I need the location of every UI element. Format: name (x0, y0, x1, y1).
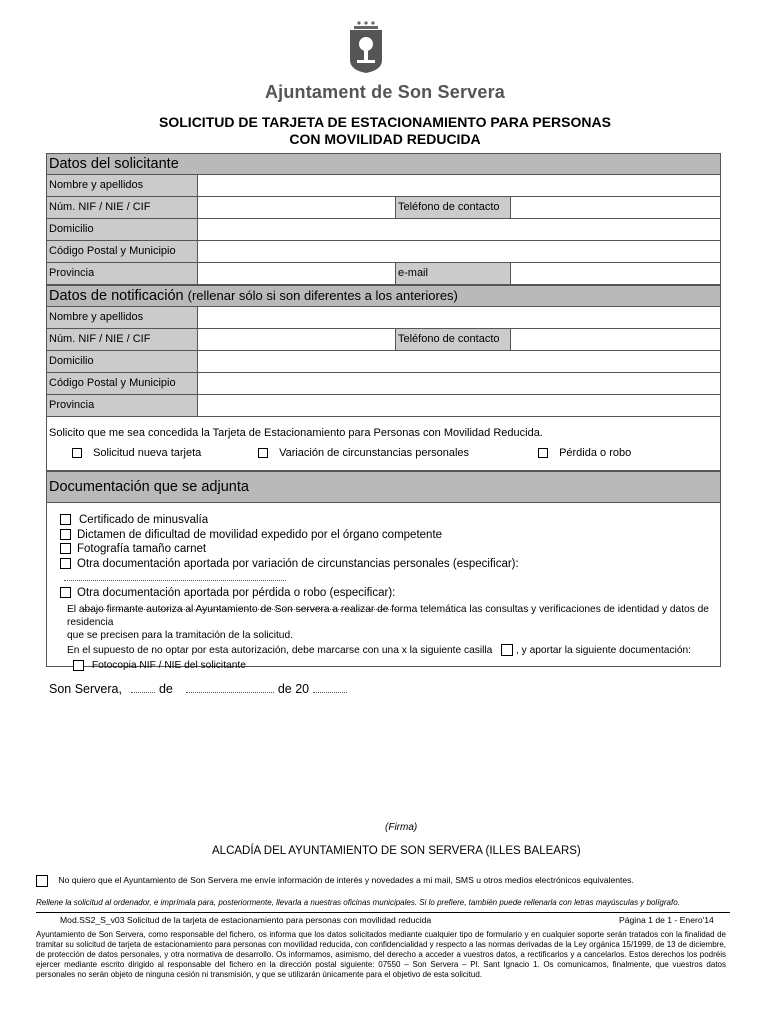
applicant-email-input[interactable] (512, 263, 720, 284)
applicant-province-row (46, 263, 721, 285)
notif-phone-input[interactable] (512, 329, 720, 350)
applicant-province-label: Provincia (47, 263, 198, 284)
signature-label: (Firma) (385, 822, 418, 833)
title-line-2: CON MOVILIDAD REDUCIDA (289, 131, 481, 147)
applicant-address-input[interactable] (198, 219, 720, 240)
notif-nif-row (46, 329, 721, 351)
instructions-text: Rellene la solicitud al ordenador, e imprímala para, posteriormente, llevarla a nuestras oficinas municipales. Si lo prefiere, también puede rellenarla con letras mayúsculas y bolígrafo. (36, 898, 680, 907)
notif-nif-input[interactable] (198, 329, 395, 350)
checkbox-loss[interactable] (538, 448, 548, 458)
page-title (100, 114, 670, 148)
footer-divider (36, 912, 730, 913)
doc-item-1[interactable]: Certificado de minusvalía (60, 513, 720, 528)
section-applicant-title: Datos del solicitante (49, 156, 179, 172)
date-place: Son Servera, (49, 682, 122, 696)
optout-text: No quiero que el Ayuntamiento de Son Servera me envíe información de interés y novedades a mi mail, SMS u otros medios electrónicos equivalentes. (58, 875, 634, 886)
date-de-2: de 20 (277, 682, 310, 696)
authorization-line-3: En el supuesto de no optar por esta autorización, debe marcarse con una x la siguiente casilla , y aportar la siguiente documentación: (67, 645, 691, 656)
notif-name-row (46, 307, 721, 329)
authorization-text (67, 603, 717, 672)
option-loss[interactable] (538, 447, 631, 459)
checkbox-variation[interactable] (258, 448, 268, 458)
request-box (46, 417, 721, 471)
doc-item-3[interactable]: Fotografía tamaño carnet (60, 542, 720, 557)
section-applicant-header (46, 153, 721, 175)
section-notification-title: Datos de notificación (49, 288, 184, 304)
checkbox-optout[interactable] (36, 875, 48, 887)
date-year-field[interactable] (313, 692, 347, 693)
optout-row (36, 875, 736, 887)
applicant-nif-row (46, 197, 721, 219)
applicant-email-label: e-mail (395, 263, 511, 284)
doc-item-5[interactable]: Otra documentación aportada por pérdida o robo (especificar): (60, 586, 720, 615)
applicant-postal-label: Código Postal y Municipio (47, 241, 198, 262)
notif-nif-label: Núm. NIF / NIE / CIF (47, 329, 198, 350)
checkbox-new-card[interactable] (72, 448, 82, 458)
applicant-nif-input[interactable] (198, 197, 395, 218)
docs-list (60, 513, 720, 615)
applicant-name-input[interactable] (198, 175, 720, 196)
applicant-address-row (46, 219, 721, 241)
notif-address-row (46, 351, 721, 373)
notif-province-input[interactable] (198, 395, 720, 416)
doc-item-4[interactable]: Otra documentación aportada por variación de circunstancias personales (especificar): (60, 557, 720, 586)
authorization-line-4[interactable]: Fotocopia NIF / NIE del solicitante (67, 659, 717, 672)
notif-postal-label: Código Postal y Municipio (47, 373, 198, 394)
checkbox-no-authorization[interactable] (501, 644, 513, 656)
applicant-province-input[interactable] (198, 263, 395, 284)
applicant-nif-label: Núm. NIF / NIE / CIF (47, 197, 198, 218)
request-text: Solicito que me sea concedida la Tarjeta de Estacionamiento para Personas con Movilidad Reducida. (49, 427, 543, 439)
option-variation[interactable] (258, 447, 469, 459)
option-variation-label: Variación de circunstancias personales (279, 447, 470, 459)
date-line (49, 682, 347, 696)
section-notification-header (46, 285, 721, 307)
applicant-name-label: Nombre y apellidos (47, 175, 198, 196)
logo-icon (348, 20, 384, 74)
date-day-field[interactable] (131, 692, 155, 693)
notif-postal-input[interactable] (198, 373, 720, 394)
doc-item-4-field[interactable] (64, 580, 286, 581)
date-de-1: de (158, 682, 173, 696)
notif-province-label: Provincia (47, 395, 198, 416)
applicant-postal-input[interactable] (198, 241, 720, 262)
authorization-line-2: que se precisen para la tramitación de la solicitud. (67, 630, 293, 641)
applicant-name-row (46, 175, 721, 197)
doc-item-2[interactable]: Dictamen de dificultad de movilidad expedido por el órgano competente (60, 528, 720, 543)
notif-name-label: Nombre y apellidos (47, 307, 198, 328)
alcaldia-text: ALCADÍA DEL AYUNTAMIENTO DE SON SERVERA (ILLES BALEARS) (212, 845, 581, 857)
applicant-phone-label: Teléfono de contacto (395, 197, 511, 218)
page-number: Página 1 de 1 - Enero'14 (619, 915, 714, 925)
title-line-1: SOLICITUD DE TARJETA DE ESTACIONAMIENTO PARA PERSONAS (159, 114, 611, 130)
docs-box (46, 503, 721, 671)
model-text: Mod.SS2_S_v03 Solicitud de la tarjeta de estacionamiento para personas con movilidad reducida (60, 915, 432, 925)
notif-address-input[interactable] (198, 351, 720, 372)
notif-postal-row (46, 373, 721, 395)
applicant-phone-input[interactable] (512, 197, 720, 218)
date-month-field[interactable] (186, 692, 274, 693)
legal-text: Ayuntamiento de Son Servera, como responsable del fichero, os informa que los datos solicitados mediante cualquier tipo de formulario y en cualquier soporte serán tratados con la finalidad de tramitar su solicitud de tarjeta de estacionamiento para personas con movilidad reducida, con confidencialidad y respecto a las normas derivadas de la Ley orgánica 15/1999, de 13 de diciembre, de protección de datos personales, y otra normativa de desarrollo. Os informamos, asimismo, del derecho a acceder a vuestros datos, a rectificarlos y a cancelarlos. Estos derechos los podréis ejercer mediante escrito dirigido al responsable del fichero en la dirección postal siguiente: 07550 – Son Servera – Pl. Sant Ignacio 1. Os comunicamos, finalmente, que vuestros datos personales no serán objeto de ninguna cesión ni transmisión, y que se utilizarán únicamente para el objetivo de esta solicitud. (36, 930, 726, 979)
option-new-card-label: Solicitud nueva tarjeta (93, 447, 202, 459)
checkbox-nif-copy[interactable] (73, 660, 84, 671)
section-docs-title: Documentación que se adjunta (49, 479, 249, 495)
applicant-address-label: Domicilio (47, 219, 198, 240)
option-loss-label: Pérdida o robo (559, 447, 632, 459)
section-notification-subtitle: (rellenar sólo si son diferentes a los anteriores) (187, 288, 458, 303)
notif-province-row (46, 395, 721, 417)
notif-phone-label: Teléfono de contacto (395, 329, 511, 350)
notif-address-label: Domicilio (47, 351, 198, 372)
option-new-card[interactable] (72, 447, 201, 459)
notif-name-input[interactable] (198, 307, 720, 328)
section-docs-header (46, 471, 721, 503)
applicant-postal-row (46, 241, 721, 263)
logo-text: Ajuntament de Son Servera (264, 82, 506, 102)
authorization-line-1: El abajo firmante autoriza al Ayuntamiento de Son servera a realizar de forma telemática las consultas y verificaciones de identidad y datos de residencia (67, 604, 709, 628)
